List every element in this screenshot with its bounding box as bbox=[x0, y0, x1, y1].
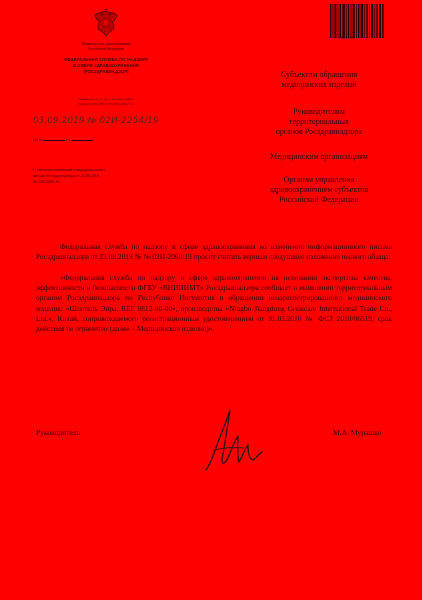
agency-line-2: В СФЕРЕ ЗДРАВООХРАНЕНИЯ bbox=[72, 63, 140, 68]
subject-line-1: О внесении изменений в информационное bbox=[33, 167, 106, 172]
recipient-line: медицинских изделий bbox=[281, 80, 357, 89]
ministry-line-2: Российской Федерации bbox=[88, 47, 124, 51]
signatory-title: Руководитель bbox=[36, 428, 81, 437]
barcode-number: 2317709 bbox=[338, 37, 355, 41]
coat-of-arms-emblem bbox=[91, 8, 121, 38]
recipient-block-1 bbox=[240, 70, 398, 90]
recipient-line: Российской Федерации bbox=[279, 195, 359, 204]
letter-subject bbox=[33, 167, 193, 184]
agency-name bbox=[40, 57, 172, 75]
recipient-line: Руководителям bbox=[293, 107, 345, 116]
address-line-2: Телефон: (495) 698 45 38; (495) 698 15 74 bbox=[78, 102, 134, 106]
handwritten-signature bbox=[192, 402, 272, 482]
ref-number-blank bbox=[43, 140, 65, 141]
ministry-line-1: Министерство здравоохранения bbox=[81, 42, 131, 46]
ref-from-label: от bbox=[66, 137, 71, 142]
ref-prefix: На № bbox=[33, 137, 43, 142]
ministry-name bbox=[40, 42, 172, 52]
recipient-block-3 bbox=[240, 152, 398, 162]
ref-date-blank bbox=[71, 140, 93, 141]
outgoing-number-date: 03.09.2019 № 02И-2254/19 bbox=[33, 116, 159, 126]
body-paragraph-1: Федеральная служба по надзору в сфере здравоохранения во изменение информационного письма Росздравнадзора от 23.08.2019 № № 02И-2060/19 просит считать верным следующее изложение первого абзаца: bbox=[36, 242, 392, 262]
recipient-block-4 bbox=[240, 175, 398, 205]
recipient-line: Органам управления bbox=[283, 175, 355, 184]
recipient-line: Субъектам обращения bbox=[280, 70, 358, 79]
recipient-block-2 bbox=[240, 107, 398, 137]
recipient-line: Медицинским организациям bbox=[270, 152, 368, 161]
subject-line-3: № 02И-2060/19 bbox=[33, 178, 60, 184]
signatory-name: М.А. Мурашко bbox=[333, 428, 382, 437]
subject-line-2: письмо Росздравнадзора от 23.08.2019 bbox=[33, 172, 99, 178]
barcode-image bbox=[330, 4, 384, 38]
reference-line bbox=[33, 137, 93, 142]
agency-line-3: (РОСЗДРАВНАДЗОР) bbox=[83, 69, 129, 74]
recipient-line: органов Росздравнадзора bbox=[275, 127, 363, 136]
address-line-1: Славянская пл. 4, стр. 1, Москва, 109074 bbox=[78, 97, 134, 101]
agency-address bbox=[40, 97, 172, 107]
body-paragraph-2: «Федеральная служба по надзору в сфере здравоохранения на основании экспертизы качества, эффективности и безопасности ФГБУ «ВНИИИМТ» Росздравнадзора сообщает о выявлении территориальным органом Росздравнадзора по Республике Ингушетия в обращении незарегистрированного медицинского изделия: «Шпатель Эйра, REF 0812-00-00», производства «Ningbo Jiangdong Greatcare International Trade Co., Ltd.», Китай, сопровождаемого регистрационным удостоверением от 31.03.2010 № ФСЗ 2010/06519, срок действия не ограничен (далее – Медицинское изделие)». bbox=[36, 273, 392, 334]
recipient-line: здравоохранением субъектов bbox=[269, 185, 369, 194]
agency-line-1: ФЕДЕРАЛЬНАЯ СЛУЖБА ПО НАДЗОРУ bbox=[64, 57, 148, 62]
recipient-line: территориальных bbox=[289, 117, 349, 126]
